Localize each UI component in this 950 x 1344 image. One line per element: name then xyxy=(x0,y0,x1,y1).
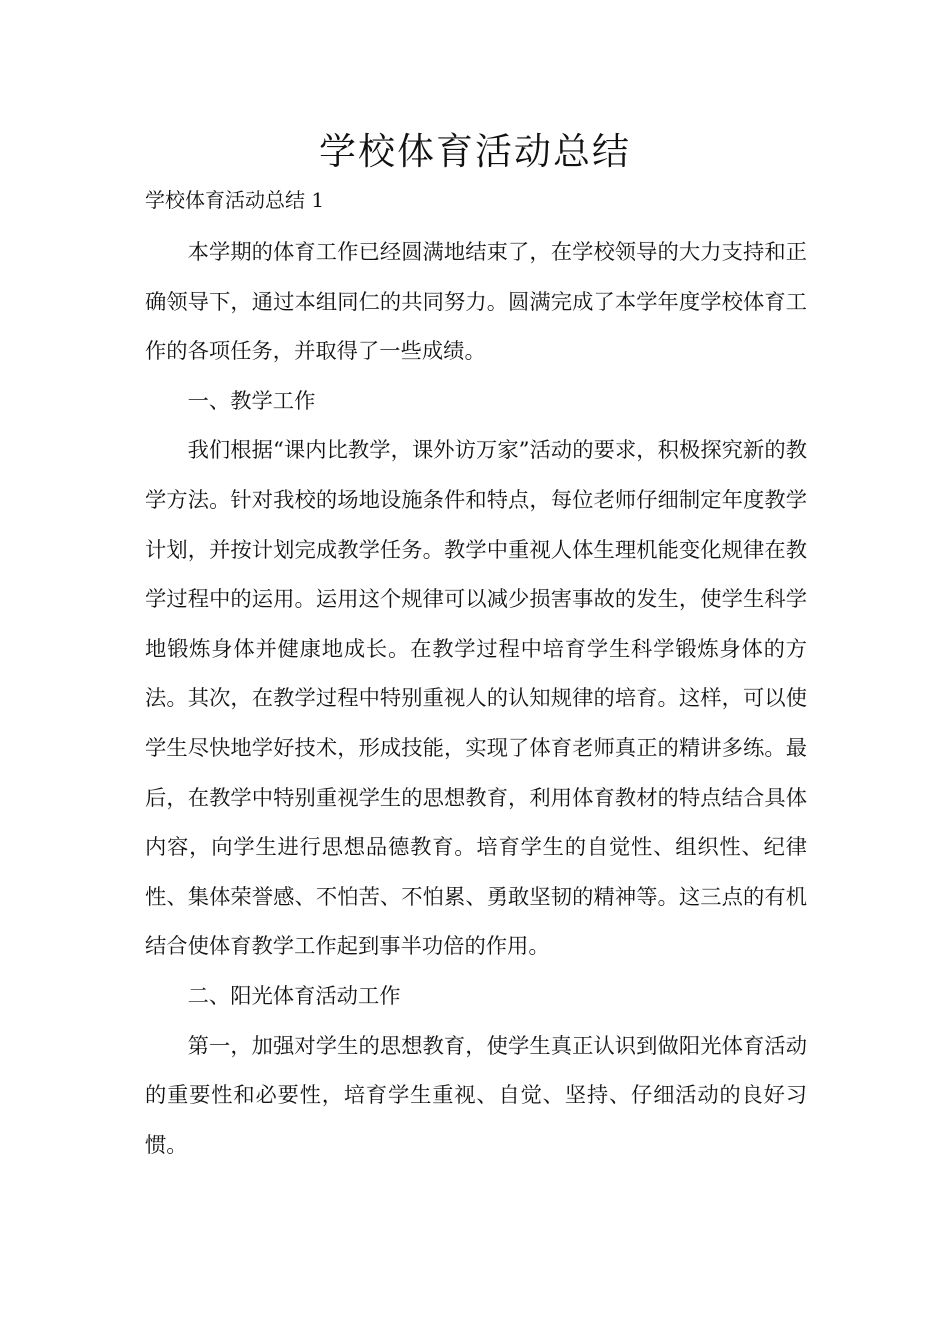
document-title: 学校体育活动总结 xyxy=(319,130,631,173)
document-subtitle: 学校体育活动总结 1 xyxy=(145,188,325,212)
paragraph-sunshine-first: 第一，加强对学生的思想教育，使学生真正认识到做阳光体育活动的重要性和必要性，培育学生重视、自觉、坚持、仔细活动的良好习惯。 xyxy=(145,1033,807,1158)
section-heading-sunshine-sports: 二、阳光体育活动工作 xyxy=(187,983,401,1009)
paragraph-intro: 本学期的体育工作已经圆满地结束了，在学校领导的大力支持和正确领导下，通过本组同仁的共同努力。圆满完成了本学年度学校体育工作的各项任务，并取得了一些成绩。 xyxy=(145,240,807,365)
paragraph-teaching: 我们根据“课内比教学，课外访万家”活动的要求，积极探究新的教学方法。针对我校的场地设施条件和特点，每位老师仔细制定年度教学计划，并按计划完成教学任务。教学中重视人体生理机能变化规律在教学过程中的运用。运用这个规律可以减少损害事故的发生，使学生科学地锻炼身体并健康地成长。在教学过程中培育学生科学锻炼身体的方法。其次，在教学过程中特别重视人的认知规律的培育。这样，可以使学生尽快地学好技术，形成技能，实现了体育老师真正的精讲多练。最后，在教学中特别重视学生的思想教育，利用体育教材的特点结合具体内容，向学生进行思想品德教育。培育学生的自觉性、组织性、纪律性、集体荣誉感、不怕苦、不怕累、勇敢坚韧的精神等。这三点的有机结合使体育教学工作起到事半功倍的作用。 xyxy=(145,438,807,960)
section-heading-teaching: 一、教学工作 xyxy=(187,388,316,414)
document-body xyxy=(145,228,807,1170)
